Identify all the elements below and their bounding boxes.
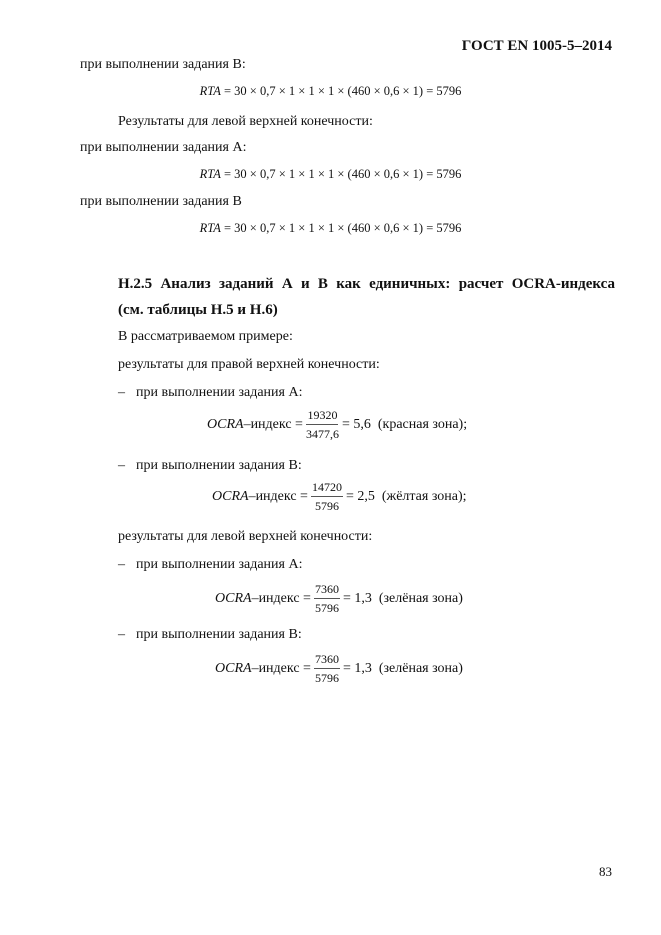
result: = 1,3 xyxy=(342,591,372,606)
text-line: при выполнении задания В: xyxy=(80,57,246,72)
list-item: при выполнении задания В: xyxy=(136,458,302,473)
text-line: результаты для правой верхней конечности: xyxy=(118,357,380,372)
ocra-label: OCRA xyxy=(215,591,252,606)
result: = 2,5 xyxy=(345,489,375,504)
formula-lhs: RTA xyxy=(199,221,221,235)
fraction xyxy=(314,652,340,686)
index-word: –индекс = xyxy=(251,591,311,606)
page-number: 83 xyxy=(599,864,612,879)
list-item: при выполнении задания А: xyxy=(136,385,303,400)
fraction xyxy=(314,582,340,616)
ocra-formula xyxy=(207,408,467,442)
index-word: –индекс = xyxy=(251,661,311,676)
index-word: –индекс = xyxy=(248,489,308,504)
list-dash: – xyxy=(118,458,125,473)
result: = 1,3 xyxy=(342,661,372,676)
zone: (зелёная зона) xyxy=(378,661,463,676)
list-item: при выполнении задания В: xyxy=(136,627,302,642)
text-line: Результаты для левой верхней конечности: xyxy=(118,114,373,129)
rta-formula xyxy=(0,84,661,99)
denominator: 5796 xyxy=(314,499,339,513)
list-item: при выполнении задания А: xyxy=(136,557,303,572)
formula-lhs: RTA xyxy=(199,84,221,98)
ocra-formula xyxy=(215,652,463,686)
section-heading: Н.2.5 Анализ заданий А и В как единичных: расчет OCRA-индекса xyxy=(118,276,615,292)
list-dash: – xyxy=(118,627,125,642)
ocra-formula xyxy=(212,480,467,514)
rta-formula xyxy=(0,221,661,236)
fraction xyxy=(311,480,343,514)
formula-rhs: = 30 × 0,7 × 1 × 1 × 1 × (460 × 0,6 × 1) = 5796 xyxy=(224,167,462,181)
section-heading-cont: (см. таблицы Н.5 и Н.6) xyxy=(118,302,278,318)
denominator: 3477,6 xyxy=(305,427,339,441)
index-word: –индекс = xyxy=(243,417,303,432)
formula-rhs: = 30 × 0,7 × 1 × 1 × 1 × (460 × 0,6 × 1) = 5796 xyxy=(224,221,462,235)
text-line: В рассматриваемом примере: xyxy=(118,329,293,344)
zone: (зелёная зона) xyxy=(378,591,463,606)
ocra-label: OCRA xyxy=(215,661,252,676)
formula-rhs: = 30 × 0,7 × 1 × 1 × 1 × (460 × 0,6 × 1) = 5796 xyxy=(224,84,462,98)
ocra-label: OCRA xyxy=(207,417,244,432)
fraction xyxy=(306,408,339,442)
text-line: при выполнении задания А: xyxy=(80,140,247,155)
numerator: 14720 xyxy=(311,480,343,497)
denominator: 5796 xyxy=(314,671,339,685)
rta-formula xyxy=(0,167,661,182)
numerator: 7360 xyxy=(314,652,340,669)
numerator: 19320 xyxy=(306,408,338,425)
list-dash: – xyxy=(118,557,125,572)
document-header: ГОСТ EN 1005-5–2014 xyxy=(461,38,612,54)
numerator: 7360 xyxy=(314,582,340,599)
text-line: при выполнении задания В xyxy=(80,194,242,209)
text-line: результаты для левой верхней конечности: xyxy=(118,529,373,544)
zone: (красная зона); xyxy=(377,417,468,432)
zone: (жёлтая зона); xyxy=(381,489,467,504)
ocra-label: OCRA xyxy=(212,489,249,504)
result: = 5,6 xyxy=(341,417,371,432)
ocra-formula xyxy=(215,582,463,616)
list-dash: – xyxy=(118,385,125,400)
denominator: 5796 xyxy=(314,601,339,615)
formula-lhs: RTA xyxy=(199,167,221,181)
